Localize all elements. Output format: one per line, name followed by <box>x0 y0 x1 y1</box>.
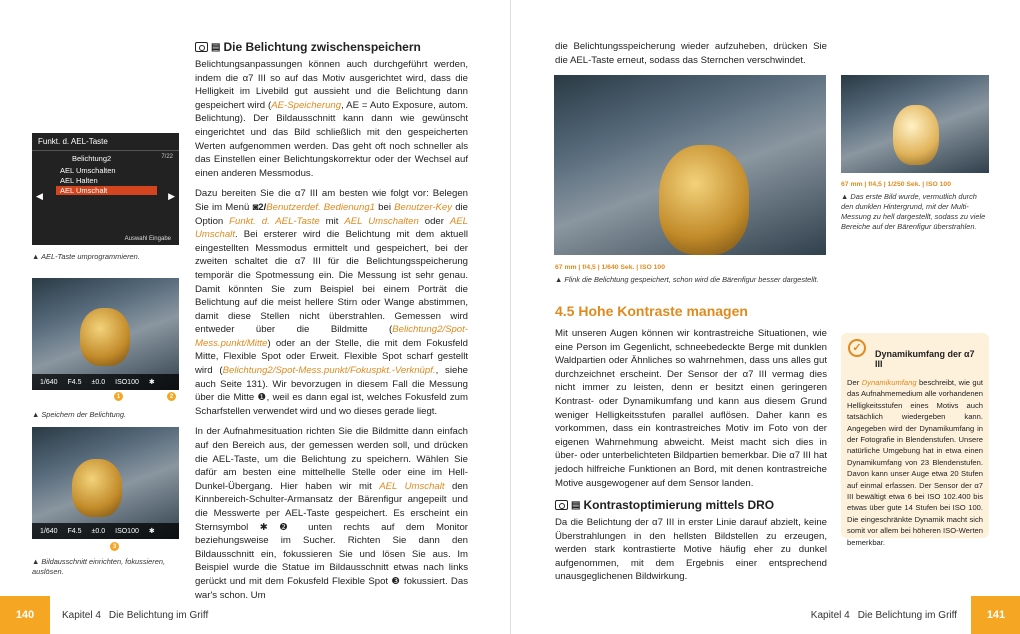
chapter-label: Kapitel 4 <box>810 609 850 621</box>
bear-statue <box>659 145 749 255</box>
subsection-heading: ▤ Kontrastoptimierung mittels DRO <box>555 498 774 512</box>
paragraph: die Belichtungsspeicherung wieder aufzuheben, drücken Sie die AEL-Taste erneut, sodass das Sternchen verschwindet. <box>555 41 827 66</box>
caption-reframe: ▲ Bildausschnitt einrichten, fokussieren, auslösen. <box>32 557 166 576</box>
section-title: 4.5 Hohe Kontraste managen <box>555 303 748 319</box>
paragraph: Mit unseren Augen können wir kontrastreiche Situationen, wie eine Person im Gegenlicht, schneebedeckte Berge mit dunklen Waldpartien oder Ähnliches so wahrnehmen, dass uns alles gut durchzeichnet erscheint. Der Sensor der α7 III vermag dies nicht immer zu leisten, denn er besitzt einen geringeren Kontrast- oder Dynamikumfang und kann aus diesem Grund weniger Helligkeitsstufen parallel auflösen. Daher kann es vorkommen, dass ein kontrastreiches Motiv im Foto von der eigenen Wahrnehmung abweicht. Meist macht sich dies in über- oder unterbelichteten Bildpartien bemerkbar. Die α7 III hat jedoch hilfreiche Funktionen an Bord, mit denen kontrastreiche Motive ausgewogener auf dem Sensor landen. <box>555 328 827 489</box>
menu-page: 7/22 <box>161 154 173 160</box>
paragraph: Belichtungsanpassungen können auch durchgeführt werden, indem die α7 III so auf das Motiv ausgerichtet wird, dass die Helligkeit im Livebild gut aussieht und die Belichtung dann gespeichert wird (AE-Speicherung, AE = Auto Exposure, autom. Belichtung). Der Bildausschnitt kann dann wie gewünscht eingerichtet und das Bild schließlich mit den gespeicherten Werten aufgenommen werden. Das geht oft noch schneller als das Einstellen einer Belichtungskorrektur oder der Wechsel auf einen anderen Messmodus. <box>195 59 468 179</box>
chapter-title: Die Belichtung im Griff <box>857 609 957 621</box>
video-icon: ▤ <box>211 41 221 53</box>
readout-ev: ±0.0 <box>91 378 106 386</box>
menu-item[interactable]: AEL Halten <box>60 176 98 185</box>
photo-meta: 67 mm | f/4,5 | 1/640 Sek. | ISO 100 <box>555 264 665 271</box>
readout-aperture: F4.5 <box>67 527 82 535</box>
info-box <box>841 333 989 547</box>
star-icon: ✱ <box>148 528 155 535</box>
camera-icon: ◙2/ <box>252 201 267 213</box>
bear-statue <box>80 308 130 366</box>
caption-photo-small: ▲ Das erste Bild wurde, vermutlich durch den dunklen Hintergrund, mit der Multi-Messung zu hell dargestellt, sodass zu viele Bereiche auf der Bärenfigur überstrahlen. <box>841 192 986 231</box>
photo-ae-lock <box>32 278 179 390</box>
chapter-title: Die Belichtung im Griff <box>108 609 209 621</box>
marker-3: 3 <box>110 542 119 551</box>
bear-statue <box>72 459 122 517</box>
marker-1: 1 <box>114 392 123 401</box>
photo-meta: 67 mm | f/4,5 | 1/250 Sek. | ISO 100 <box>841 181 951 188</box>
camera-icon <box>555 500 568 510</box>
caption-save: ▲ Speichern der Belichtung. <box>32 410 127 419</box>
caption-photo-large: ▲ Flink die Belichtung gespeichert, schon wird die Bärenfigur besser dargestellt. <box>555 275 819 284</box>
readout-shutter: 1/640 <box>40 527 58 535</box>
video-icon: ▤ <box>571 499 581 511</box>
footer-right <box>511 596 1020 634</box>
paragraph: Da die Belichtung der α7 III in erster Linie darauf abzielt, keine Überstrahlungen in den hellsten Bildstellen zu erzeugen, werden stark kontrastierte Motive häufig eher zu dunkel aufgenommen, mit dem Ergebnis einer entsprechend unausgeglichenen Bildwirkung. <box>555 517 827 583</box>
readout-ev: ±0.0 <box>91 527 106 535</box>
info-box-text: Der Dynamikumfang beschreibt, wie gut das Aufnahmemedium alle vorhandenen Helligkeitsstufen eines Motivs auch tatsächlich wiedergeben kann. Angegeben wird der Dynamikumfang in der Fotografie in Blendenstufen. Unsere natürliche Umgebung hat in etwa einen Dynamikumfang von 23 Blendenstufen. Davon kann unser Auge etwa 20 Stufen auf einmal erfassen. Der Sensor der α7 III bewältigt etwa 6 bei ISO 102.400 bis etwas über gute 14 Stufen bei ISO 100. Die eingeschränkte Dynamik macht sich somit vor allem bei höheren ISO-Werten bemerkbar. <box>847 378 983 547</box>
section-heading: ▤ Die Belichtung zwischenspeichern <box>195 40 468 54</box>
star-icon: ✱ <box>148 379 155 386</box>
readout-iso: ISO100 <box>115 527 139 535</box>
page-number: 141 <box>971 596 1020 634</box>
camera-icon <box>195 42 208 52</box>
readout-iso: ISO100 <box>115 378 139 386</box>
paragraph: Dazu bereiten Sie die α7 III am besten wie folgt vor: Belegen Sie im Menü ◙2/Benutzerdef. Bedienung1 bei Benutzer-Key die Option Funkt. d. AEL-Taste mit AEL Umschalten oder AEL Umschalt. Bei ersterer wird die Belichtung mit dem aktuell eingestellten Messmodus ermittelt und gespeichert, bei der zweiten schaltet die α7 III für die Belichtungsspeicherung temporär die Spotmessung ein. Die Messung ist sehr genau. Damit könnten Sie zum Beispiel bei einem Porträt die Belichtung auf die meist hellere Stirn oder Wange abstimmen, damit diese Stellen nicht überstrahlen. Gemessen wird entweder über die Bildmitte (Belichtung2/Spot-Mess.punkt/Mitte) oder an der Stelle, die mit dem Fokusfeld Mitte, Flexible Spot oder Erweit. Flexible Spot scharf gestellt wird (Belichtung2/Spot-Mess.punkt/Fokuspkt.-Verknüpf., siehe auch Seite 131). Wir bevorzugen in diesem Fall die Messung über die Mitte ❶, weil es dann egal ist, welches Fokusfeld zum Scharfstellen verwendet wird und wo dieses gerade liegt. <box>195 188 469 417</box>
photo-bear-small <box>841 75 989 173</box>
bear-statue <box>893 105 939 165</box>
footer-left <box>0 596 510 634</box>
ael-menu-screenshot: Funkt. d. AEL-Taste Belichtung2 7/22 ◀ ▶ AEL Umschalten AEL Halten AEL Umschalt Auswahl Eingabe <box>32 133 179 245</box>
menu-subtitle: Belichtung2 <box>72 154 112 163</box>
menu-item[interactable]: AEL Umschalten <box>60 166 116 175</box>
photo-bear-large <box>554 75 826 255</box>
readout-shutter: 1/640 <box>40 378 58 386</box>
menu-title: Funkt. d. AEL-Taste <box>32 133 179 151</box>
caption-menu: ▲ AEL-Taste umprogrammieren. <box>32 252 140 261</box>
marker-2: 2 <box>167 392 176 401</box>
check-icon: ✓ <box>848 339 866 357</box>
readout-aperture: F4.5 <box>67 378 82 386</box>
menu-footer: Auswahl Eingabe <box>124 236 171 242</box>
page-number: 140 <box>0 596 50 634</box>
paragraph: In der Aufnahmesituation richten Sie die Bildmitte dann einfach auf den Bereich aus, der gemessen werden soll, und drücken die AEL-Taste, um die Belichtung zu speichern. Wählen Sie dafür am besten eine mittelhelle Stelle oder eine im Hell-Dunkel-Übergang. Hier haben wir mit AEL Umschalt den Kinnbereich-Schulter-Armansatz der Bärenfigur angepeilt und die Messwerte per AEL-Taste gespeichert. Es erscheint ein Sternsymbol ✱ ❷ unten rechts auf dem Monitor beziehungsweise im Sucher. Richten Sie dann den Bildausschnitt ein, fokussieren Sie und lösen Sie aus. Im Beispiel wurde die Statue im Bildausschnitt etwas nach links gerückt und mit dem Fokusfeld Flexible Spot ❸ fokussiert. Das war's schon. Um <box>195 426 468 601</box>
photo-reframe <box>32 427 179 539</box>
chapter-label: Kapitel 4 <box>62 609 101 621</box>
info-box-title: Dynamikumfang der α7 III <box>875 349 975 369</box>
menu-item-selected[interactable]: AEL Umschalt <box>56 186 157 195</box>
